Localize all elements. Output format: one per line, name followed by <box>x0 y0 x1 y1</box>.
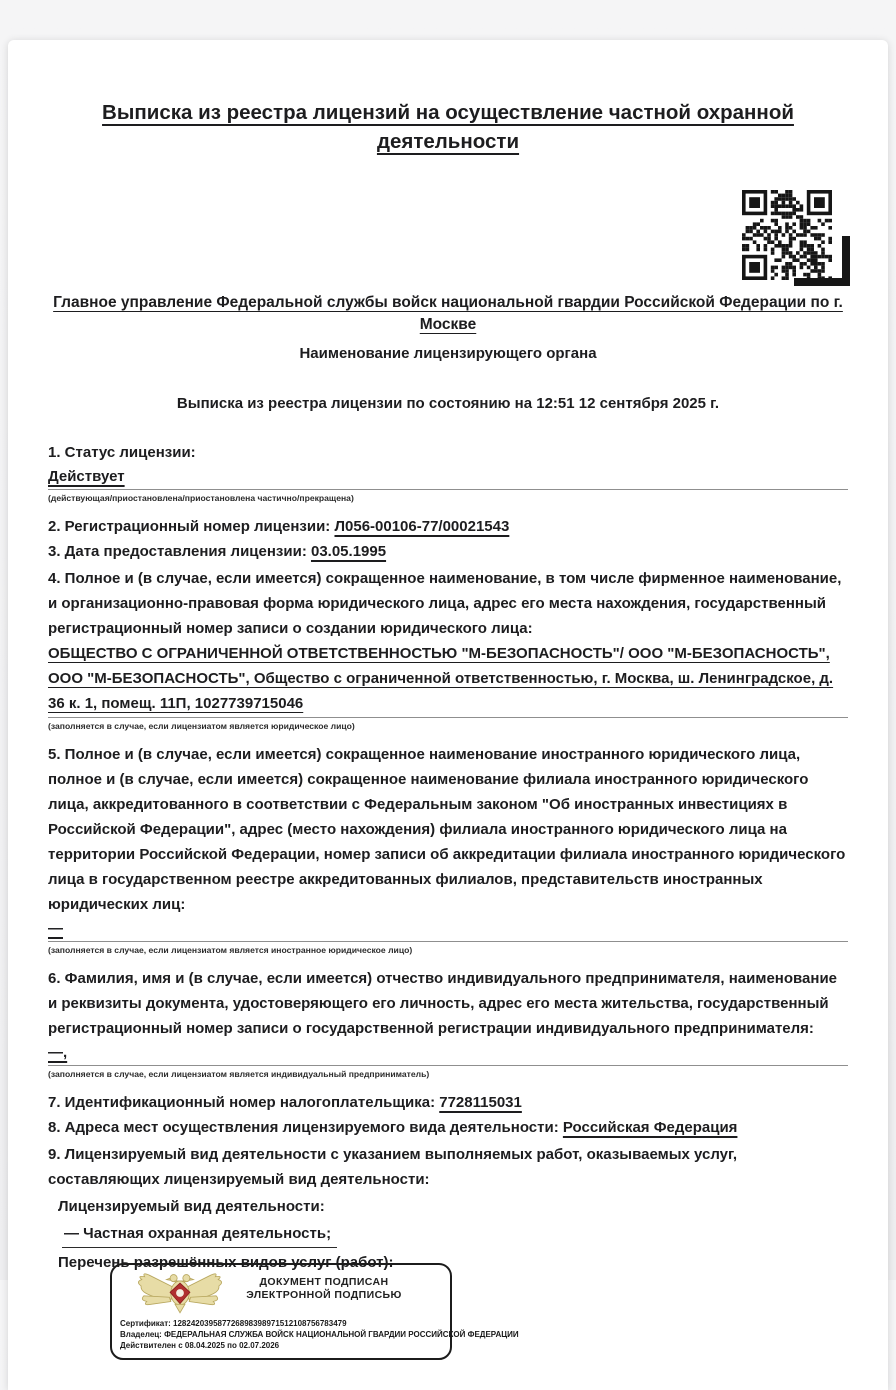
individual-value-row <box>48 1041 848 1066</box>
stamp-title-line2: ЭЛЕКТРОННОЙ ПОДПИСЬЮ <box>246 1289 402 1301</box>
inn-value: 7728115031 <box>439 1094 522 1111</box>
section-status <box>48 440 848 504</box>
individual-label: 6. Фамилия, имя и (в случае, если имеется) отчество индивидуального предпринимателя, наименование и реквизиты документа, удостоверяющего его личность, адрес его места жительства, государственный регистрационный номер записи о государственной регистрации индивидуального предпринимателя: <box>48 970 838 1037</box>
legal-entity-note: (заполняется в случае, если лицензиатом является юридическое лицо) <box>48 721 355 731</box>
status-value: Действует <box>48 468 125 485</box>
qr-row <box>48 190 846 284</box>
foreign-entity-value: — <box>48 920 63 937</box>
document-sections <box>48 440 848 1360</box>
foreign-entity-value-row <box>48 917 848 942</box>
stamp-certificate: Сертификат: 128242039587726898398971512108756783479 <box>120 1319 347 1328</box>
legal-entity-label: 4. Полное и (в случае, если имеется) сокращенное наименование, в том числе фирменное наименование, и организационно-правовая форма юридического лица, адрес его места нахождения, государственный регистрационный номер записи о создании юридического лица: <box>48 570 842 637</box>
activity-services-label: Перечень разрешённых видов услуг (работ): <box>58 1254 394 1271</box>
stamp-title <box>226 1276 422 1302</box>
stamp-owner: Владелец: ФЕДЕРАЛЬНАЯ СЛУЖБА ВОЙСК НАЦИОНАЛЬНОЙ ГВАРДИИ РОССИЙСКОЙ ФЕДЕРАЦИИ <box>120 1330 519 1339</box>
inn-line <box>48 1090 848 1115</box>
section-activity <box>48 1142 848 1275</box>
status-value-row <box>48 465 848 490</box>
individual-note: (заполняется в случае, если лицензиатом является индивидуальный предприниматель) <box>48 1069 430 1079</box>
stamp-title-line1: ДОКУМЕНТ ПОДПИСАН <box>259 1276 389 1288</box>
legal-entity-value: ОБЩЕСТВО С ОГРАНИЧЕННОЙ ОТВЕТСТВЕННОСТЬЮ "М-БЕЗОПАСНОСТЬ"/ ООО "М-БЕЗОПАСНОСТЬ", ООО "М-БЕЗОПАСНОСТЬ", Общество с ограниченной ответственностью, г. Москва, ш. Ленинградское, д. 36 к. 1, помещ. 11П, 1027739715046 <box>48 641 848 718</box>
document-title: Выписка из реестра лицензий на осуществление частной охранной деятельности <box>102 101 794 153</box>
licensing-authority-caption: Наименование лицензирующего органа <box>299 345 597 362</box>
status-label: 1. Статус лицензии: <box>48 444 196 461</box>
individual-value: —, <box>48 1044 68 1061</box>
electronic-signature-stamp <box>110 1263 519 1360</box>
stamp-header-row <box>120 1270 440 1316</box>
inn-label: 7. Идентификационный номер налогоплательщика: <box>48 1094 436 1111</box>
foreign-entity-label: 5. Полное и (в случае, если имеется) сокращенное наименование иностранного юридического лица, полное и (в случае, если имеется) сокращенное наименование филиала иностранного юридического лица, аккредитованного в соответствии с Федеральным законом "Об иностранных инвестициях в Российской Федерации", адрес (место нахождения) филиала иностранного юридического лица на территории Российской Федерации, номер записи об аккредитации филиала иностранного юридического лица в государственном реестре аккредитованных филиалов, представительств иностранных юридических лиц: <box>48 746 846 913</box>
activity-label: 9. Лицензируемый вид деятельности с указанием выполняемых работ, оказываемых услуг, составляющих лицензируемый вид деятельности: <box>48 1146 738 1188</box>
addresses-label: 8. Адреса мест осуществления лицензируемого вида деятельности: <box>48 1119 559 1136</box>
qr-corner-bracket-icon <box>794 236 850 286</box>
reg-number-label: 2. Регистрационный номер лицензии: <box>48 518 331 535</box>
foreign-entity-note: (заполняется в случае, если лицензиатом является иностранное юридическое лицо) <box>48 945 413 955</box>
addresses-value: Российская Федерация <box>562 1119 738 1136</box>
rosgvardia-eagle-emblem-icon <box>134 1270 226 1316</box>
addresses-line <box>48 1115 848 1140</box>
section-legal-entity <box>48 566 848 732</box>
activity-kind-label: Лицензируемый вид деятельности: <box>58 1198 325 1215</box>
section-individual <box>48 966 848 1080</box>
activity-kind-value: — Частная охранная деятельность; <box>62 1221 337 1248</box>
grant-date-value: 03.05.1995 <box>310 543 387 560</box>
grant-date-line <box>48 539 848 564</box>
section-foreign-entity <box>48 742 848 956</box>
document-page <box>8 40 888 1390</box>
activity-kind-row <box>48 1221 848 1248</box>
status-note: (действующая/приостановлена/приостановлена частично/прекращена) <box>48 493 354 503</box>
qr-code-icon <box>742 190 846 284</box>
stamp-details <box>120 1318 519 1351</box>
grant-date-label: 3. Дата предоставления лицензии: <box>48 543 307 560</box>
licensing-authority: Главное управление Федеральной службы войск национальной гвардии Российской Федерации по г. Москве <box>53 294 843 333</box>
reg-number-value: Л056-00106-77/00021543 <box>334 518 510 535</box>
screenshot-root <box>0 40 896 1350</box>
stamp-validity: Действителен с 08.04.2025 по 02.07.2026 <box>120 1341 280 1350</box>
reg-number-line <box>48 514 848 539</box>
extract-statement: Выписка из реестра лицензии по состоянию на 12:51 12 сентября 2025 г. <box>176 395 720 412</box>
